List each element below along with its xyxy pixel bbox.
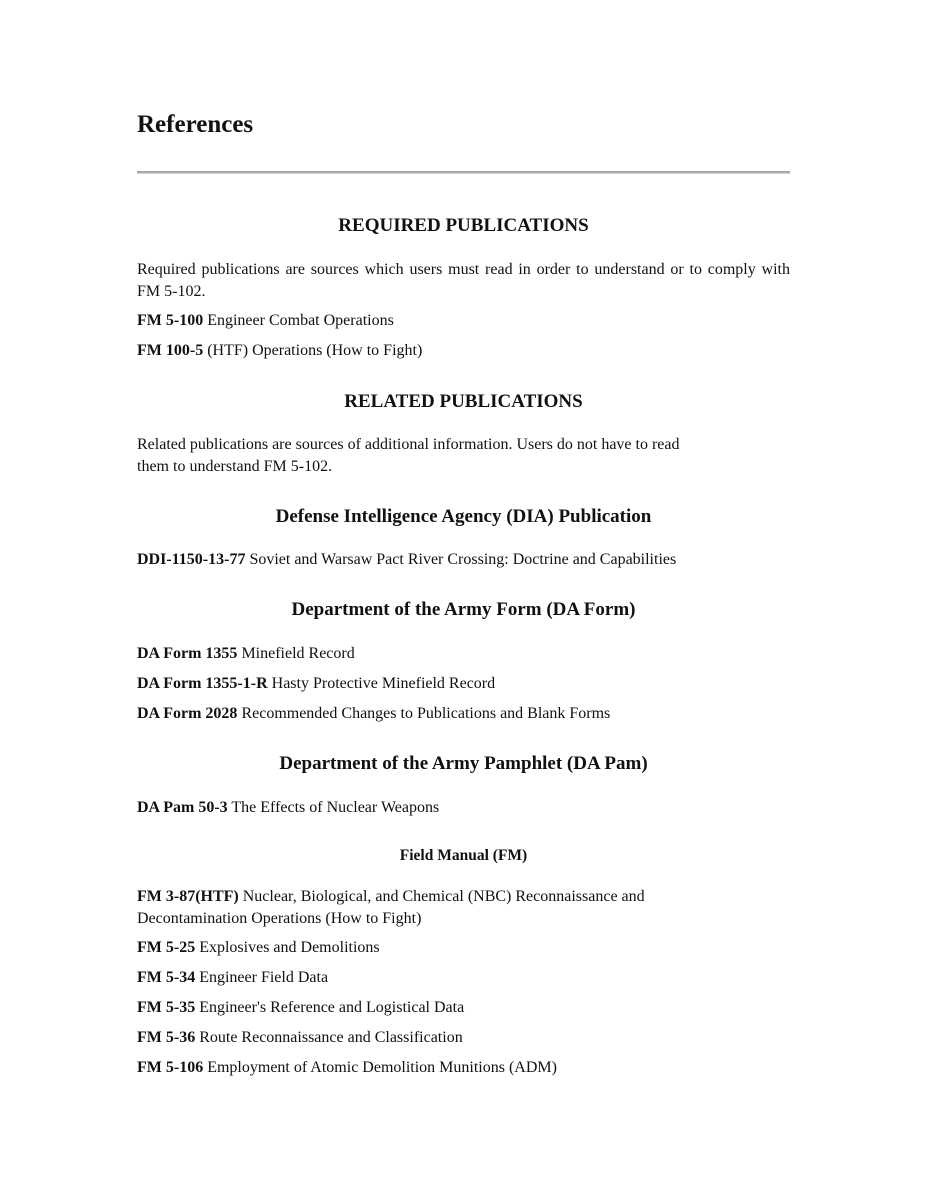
required-intro: Required publications are sources which users must read in order to understand or to comply with FM 5-102. bbox=[137, 261, 790, 300]
reference-item bbox=[137, 886, 790, 908]
reference-title: Nuclear, Biological, and Chemical (NBC) Reconnaissance and bbox=[242, 888, 645, 905]
reference-title: (HTF) Operations (How to Fight) bbox=[207, 342, 423, 359]
reference-title: Recommended Changes to Publications and Blank Forms bbox=[241, 705, 611, 722]
reference-code: FM 100-5 bbox=[137, 342, 204, 359]
title-divider bbox=[137, 171, 790, 174]
reference-item bbox=[137, 937, 790, 959]
reference-code: DA Form 2028 bbox=[137, 705, 238, 722]
reference-item bbox=[137, 703, 790, 725]
related-publications-heading: RELATED PUBLICATIONS bbox=[344, 391, 583, 412]
page-title: References bbox=[137, 111, 254, 138]
required-publications-heading: REQUIRED PUBLICATIONS bbox=[338, 215, 589, 236]
reference-title: Explosives and Demolitions bbox=[199, 939, 380, 956]
reference-item bbox=[137, 310, 790, 332]
reference-item bbox=[137, 797, 790, 819]
reference-title: Engineer Combat Operations bbox=[207, 312, 394, 329]
reference-title: Engineer's Reference and Logistical Data bbox=[199, 999, 465, 1016]
reference-item bbox=[137, 549, 790, 571]
reference-title: Minefield Record bbox=[241, 645, 355, 662]
reference-title: Soviet and Warsaw Pact River Crossing: Doctrine and Capabilities bbox=[249, 551, 677, 568]
related-intro-line-2: them to understand FM 5-102. bbox=[137, 458, 333, 475]
da-pam-heading: Department of the Army Pamphlet (DA Pam) bbox=[279, 753, 648, 774]
field-manual-heading: Field Manual (FM) bbox=[399, 847, 528, 864]
reference-code: FM 5-35 bbox=[137, 999, 196, 1016]
reference-code: FM 5-100 bbox=[137, 312, 204, 329]
reference-item bbox=[137, 340, 790, 362]
reference-title: The Effects of Nuclear Weapons bbox=[231, 799, 440, 816]
reference-code: DDI-1150-13-77 bbox=[137, 551, 246, 568]
reference-item bbox=[137, 997, 790, 1019]
reference-code: DA Form 1355 bbox=[137, 645, 238, 662]
reference-title-continued: Decontamination Operations (How to Fight) bbox=[137, 910, 422, 927]
reference-title: Route Reconnaissance and Classification bbox=[199, 1029, 463, 1046]
reference-code: FM 5-106 bbox=[137, 1059, 204, 1076]
related-intro-line-1: Related publications are sources of additional information. Users do not have to read bbox=[137, 436, 680, 453]
da-form-heading: Department of the Army Form (DA Form) bbox=[291, 599, 636, 620]
reference-title: Engineer Field Data bbox=[199, 969, 329, 986]
reference-code: FM 5-25 bbox=[137, 939, 196, 956]
reference-title: Employment of Atomic Demolition Munitions (ADM) bbox=[207, 1059, 557, 1076]
dia-heading: Defense Intelligence Agency (DIA) Publication bbox=[275, 506, 652, 527]
reference-item bbox=[137, 1057, 790, 1079]
reference-item bbox=[137, 1027, 790, 1049]
reference-code: FM 3-87(HTF) bbox=[137, 888, 239, 905]
reference-code: FM 5-34 bbox=[137, 969, 196, 986]
reference-item bbox=[137, 643, 790, 665]
reference-code: DA Form 1355-1-R bbox=[137, 675, 268, 692]
reference-code: DA Pam 50-3 bbox=[137, 799, 228, 816]
reference-code: FM 5-36 bbox=[137, 1029, 196, 1046]
reference-title: Hasty Protective Minefield Record bbox=[271, 675, 496, 692]
reference-item bbox=[137, 967, 790, 989]
reference-item bbox=[137, 673, 790, 695]
